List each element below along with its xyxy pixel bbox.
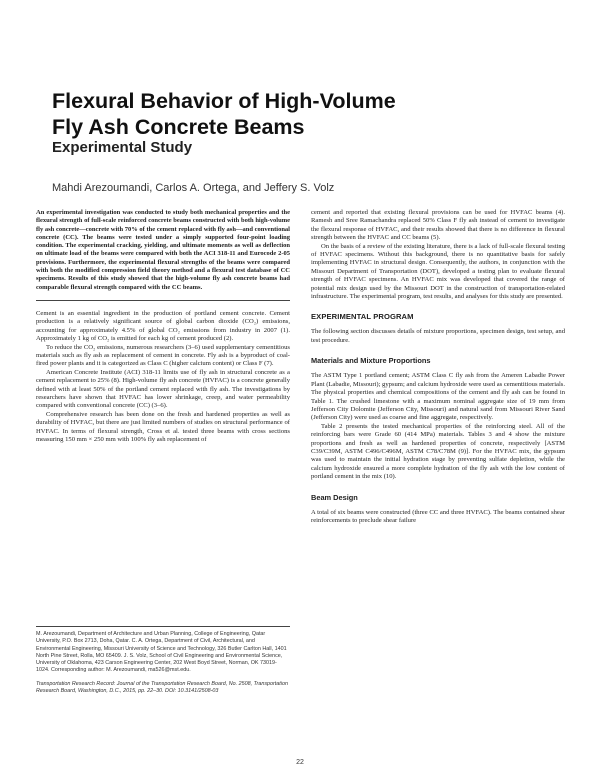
page-number: 22	[296, 759, 304, 766]
subsection-heading-beam-design: Beam Design	[311, 492, 358, 502]
journal-citation: Transportation Research Record: Journal of the Transportation Research Board, No. 2508, Transportation Research Board, Washington, D.C., 2015, pp. 22–30. DOI: 10.3141/2508-03	[36, 680, 288, 695]
body-paragraph: Cement is an essential ingredient in the production of portland cement concrete. Cement production is a relatively significant source of global carbon dioxide (CO₂) emissions, accounting for approximately 4.5% of global CO₂ emissions from industry in 2007 (1). Approximately 1 kg of CO₂ is emitted for each kg of cement produced (2).	[36, 309, 290, 343]
article-title	[52, 88, 552, 140]
section-heading-experimental-program: EXPERIMENTAL PROGRAM	[311, 312, 414, 322]
body-paragraph: A total of six beams were constructed (three CC and three HVFAC). The beams contained shear reinforcements to preclude shear failure	[311, 508, 565, 524]
subsection-heading-materials: Materials and Mixture Proportions	[311, 356, 431, 366]
body-paragraph: The ASTM Type 1 portland cement; ASTM Class C fly ash from the Ameren Labadie Power Plant (Labadie, Missouri); gypsum; and calcium hydroxide were used as cementitious materials. The physical properties and chemical compositions of the cement and fly ash can be found in Table 1. The crushed limestone with a maximum nominal aggregate size of 19 mm from Jefferson City Dolomite (Jefferson City, Missouri) and natural sand from Missouri River Sand (Jefferson City) were used as coarse and fine aggregate, respectively.	[311, 372, 565, 422]
abstract	[36, 209, 290, 292]
body-paragraph: To reduce the CO₂ emissions, numerous researchers (3–6) used supplementary cementitious materials such as fly ash as replacement of cement in concrete. Fly ash is a byproduct of coal-fired power plants and it is categorized as Class C (higher calcium content) or Class F (7).	[36, 343, 290, 368]
left-column	[36, 209, 290, 444]
body-paragraph: American Concrete Institute (ACI) 318-11 limits use of fly ash in structural concrete as a cement replacement to 25% (8). High-volume fly ash concrete (HVFAC) is a concrete generally defined with at least 50% of the portland cement replaced with fly ash. The investigations by researchers have shown that HVFAC has lower shrinkage, creep, and water permeability compared with conventional concrete (CC) (3–6).	[36, 368, 290, 410]
footnote-divider	[36, 626, 290, 627]
body-paragraph: On the basis of a review of the existing literature, there is a lack of full-scale flexural testing of HVFAC specimens. Without this background, there is no quantitative basis for safely implementing HVFAC in structural design. Consequently, the authors, in conjunction with the Missouri Department of Transportation (DOT), developed a testing plan to evaluate flexural strength of HVFAC specimens. An HVFAC mix was developed that covered the range of potential mix design used by the Missouri DOT in the construction of transportation-related infrastructure. The experimental program, test results, and analyses for this study are presented.	[311, 242, 565, 301]
body-paragraph: Table 2 presents the tested mechanical properties of the reinforcing steel. All of the reinforcing bars were Grade 60 (414 MPa) materials. Tables 3 and 4 show the mixture proportions and fresh as well as hardened properties of concrete, respectively [ASTM C39/C39M, ASTM C496/C496M, ASTM C78/C78M (9)]. For the HVFAC mix, the gypsum was used to maintain the initial hydration stage by preventing sulfate depletion, while the calcium hydroxide ensured a more complete hydration of the fly ash with the low content of portland cement in the mix (10).	[311, 422, 565, 481]
article-subtitle: Experimental Study	[52, 139, 193, 156]
intro-body	[36, 310, 290, 445]
body-paragraph: Comprehensive research has been done on the fresh and hardened properties as well as durability of HVFAC, but there are just limited numbers of studies on structural performance of HVFAC. In terms of flexural strength, Cross et al. tested three beams with cross sections measuring 150 mm × 250 mm with 100% fly ash replacement of	[36, 410, 290, 444]
footnote-block	[36, 626, 290, 695]
body-paragraph: The following section discusses details of mixture proportions, specimen design, test setup, and test procedure.	[311, 328, 565, 344]
body-paragraph: cement and reported that existing flexural provisions can be used for HVFAC beams (4). Ramesh and Sree Ramachandra replaced 50% Class F fly ash instead of cement to investigate the flexural response of HVFAC, and their results showed that there is no difference in flexural strength between the HVFAC and CC beams (5).	[311, 209, 565, 242]
title-line-2: Fly Ash Concrete Beams	[52, 115, 305, 139]
abstract-divider	[36, 300, 290, 301]
abstract-text: An experimental investigation was conducted to study both mechanical properties and the flexural strength of full-scale reinforced concrete beams constructed with both high-volume fly ash concrete—concrete with 70% of the cement replaced with fly ash—and conventional concrete (CC). The beams were tested under a simply supported four-point loading condition. The experimental cracking, yielding, and ultimate moments as well as deflection on ultimate load of the beams were compared with both the ACI 318-11 and Eurocode 2-05 provisions. Furthermore, the experimental flexural strengths of the beams were compared with both the modified compression field theory method and a flexural test database of CC specimens. Results of this study showed that the high-volume fly ash concrete beams had comparable flexural strength compared with the CC beams.	[36, 209, 290, 291]
author-affiliations: M. Arezoumandi, Department of Architecture and Urban Planning, College of Engineering, Qatar University, P.O. Box 2713, Doha, Qatar. C. A. Ortega, Department of Civil, Architectural, and Environmental Engineering, Missouri University of Science and Technology, 326 Butler Carlton Hall, 1401 North Pine Street, Rolla, MO 65409. J. S. Volz, School of Civil Engineering and Environmental Science, University of Oklahoma, 423 Carson Engineering Center, 202 West Boyd Street, Norman, OK 73019-1024. Corresponding author: M. Arezoumandi, ma526@mst.edu.	[36, 631, 287, 674]
right-column	[311, 209, 565, 525]
authors-line: Mahdi Arezoumandi, Carlos A. Ortega, and Jeffery S. Volz	[52, 182, 335, 194]
title-line-1: Flexural Behavior of High-Volume	[52, 89, 396, 113]
